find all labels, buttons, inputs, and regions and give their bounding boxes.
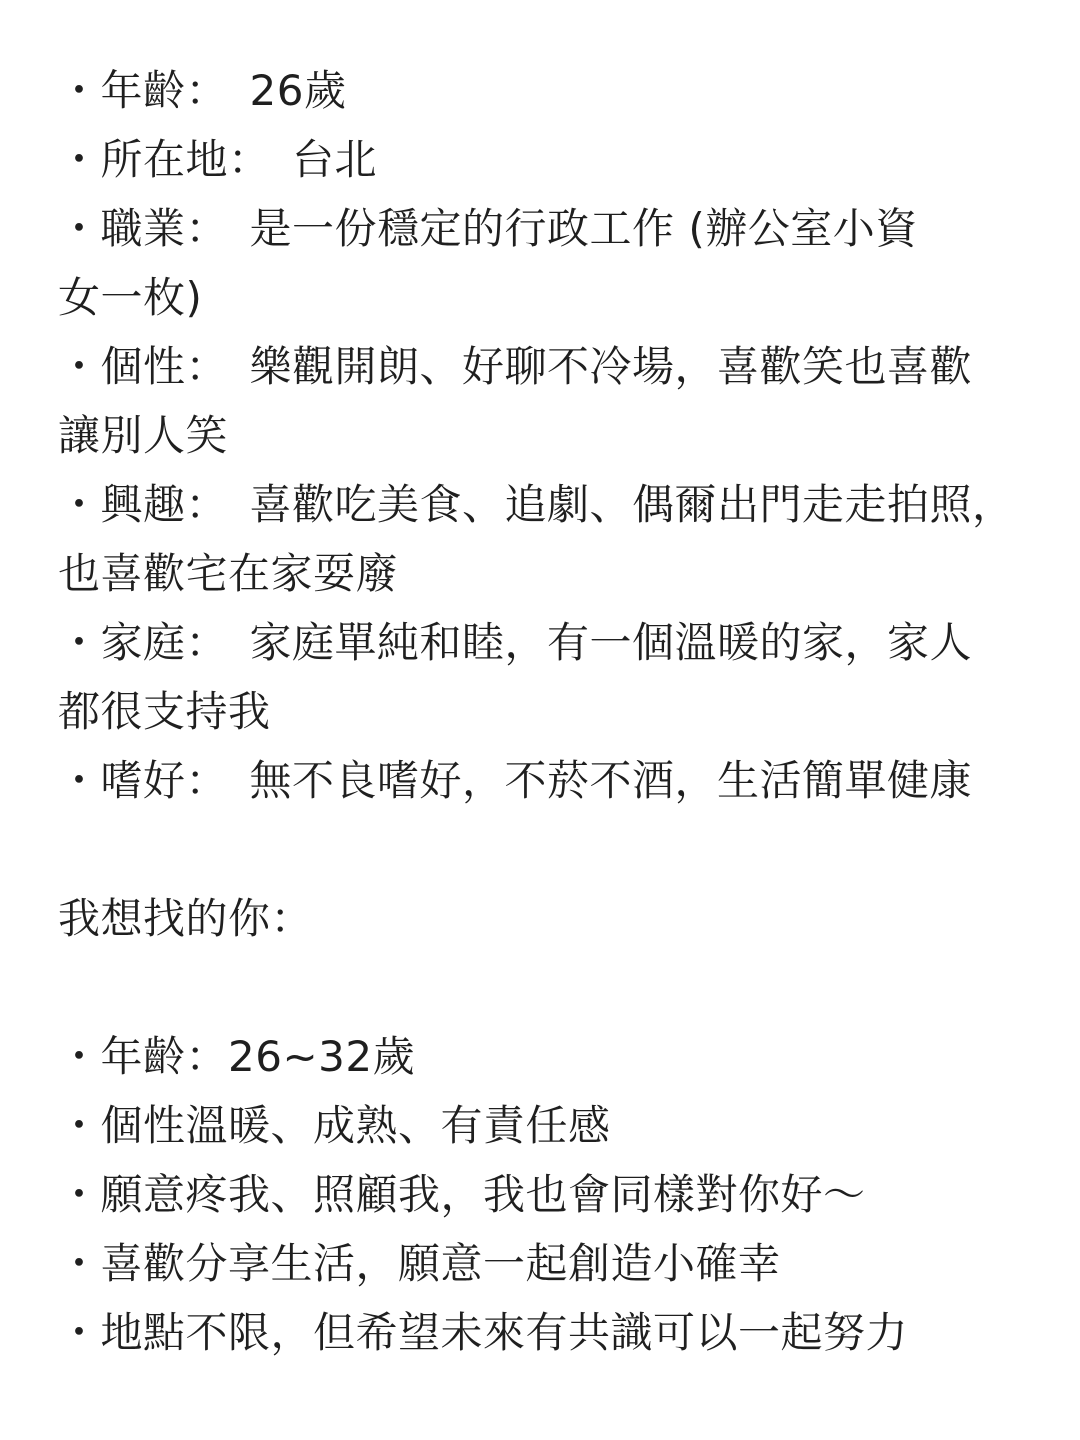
wish-line-care: ・願意疼我、照顧我，我也會同樣對你好～ <box>58 1170 866 1219</box>
section-heading: 我想找的你： <box>58 894 314 943</box>
profile-document <box>58 56 1038 1367</box>
profile-line-family: ・家庭： 家庭單純和睦，有一個溫暖的家，家人 <box>58 618 973 667</box>
profile-line-interests: ・興趣： 喜歡吃美食、追劇、偶爾出門走走拍照， <box>58 480 1015 529</box>
profile-line-occupation-cont: 女一枚) <box>58 273 203 322</box>
profile-line-occupation: ・職業： 是一份穩定的行政工作 (辦公室小資 <box>58 204 918 253</box>
profile-line-habits: ・嗜好： 無不良嗜好，不菸不酒，生活簡單健康 <box>58 756 973 805</box>
wish-line-personality: ・個性溫暖、成熟、有責任感 <box>58 1101 611 1150</box>
wish-line-location: ・地點不限，但希望未來有共識可以一起努力 <box>58 1308 909 1357</box>
profile-line-age: ・年齡： 26歲 <box>58 66 347 115</box>
profile-line-interests-cont: 也喜歡宅在家耍廢 <box>58 549 399 598</box>
spacer <box>58 815 1038 884</box>
profile-line-location: ・所在地： 台北 <box>58 135 378 184</box>
wish-line-share: ・喜歡分享生活，願意一起創造小確幸 <box>58 1239 781 1288</box>
profile-line-family-cont: 都很支持我 <box>58 687 271 736</box>
profile-line-personality: ・個性： 樂觀開朗、好聊不冷場，喜歡笑也喜歡 <box>58 342 973 391</box>
wish-line-age: ・年齡：26~32歲 <box>58 1032 416 1081</box>
profile-line-personality-cont: 讓別人笑 <box>58 411 229 460</box>
spacer <box>58 953 1038 1022</box>
